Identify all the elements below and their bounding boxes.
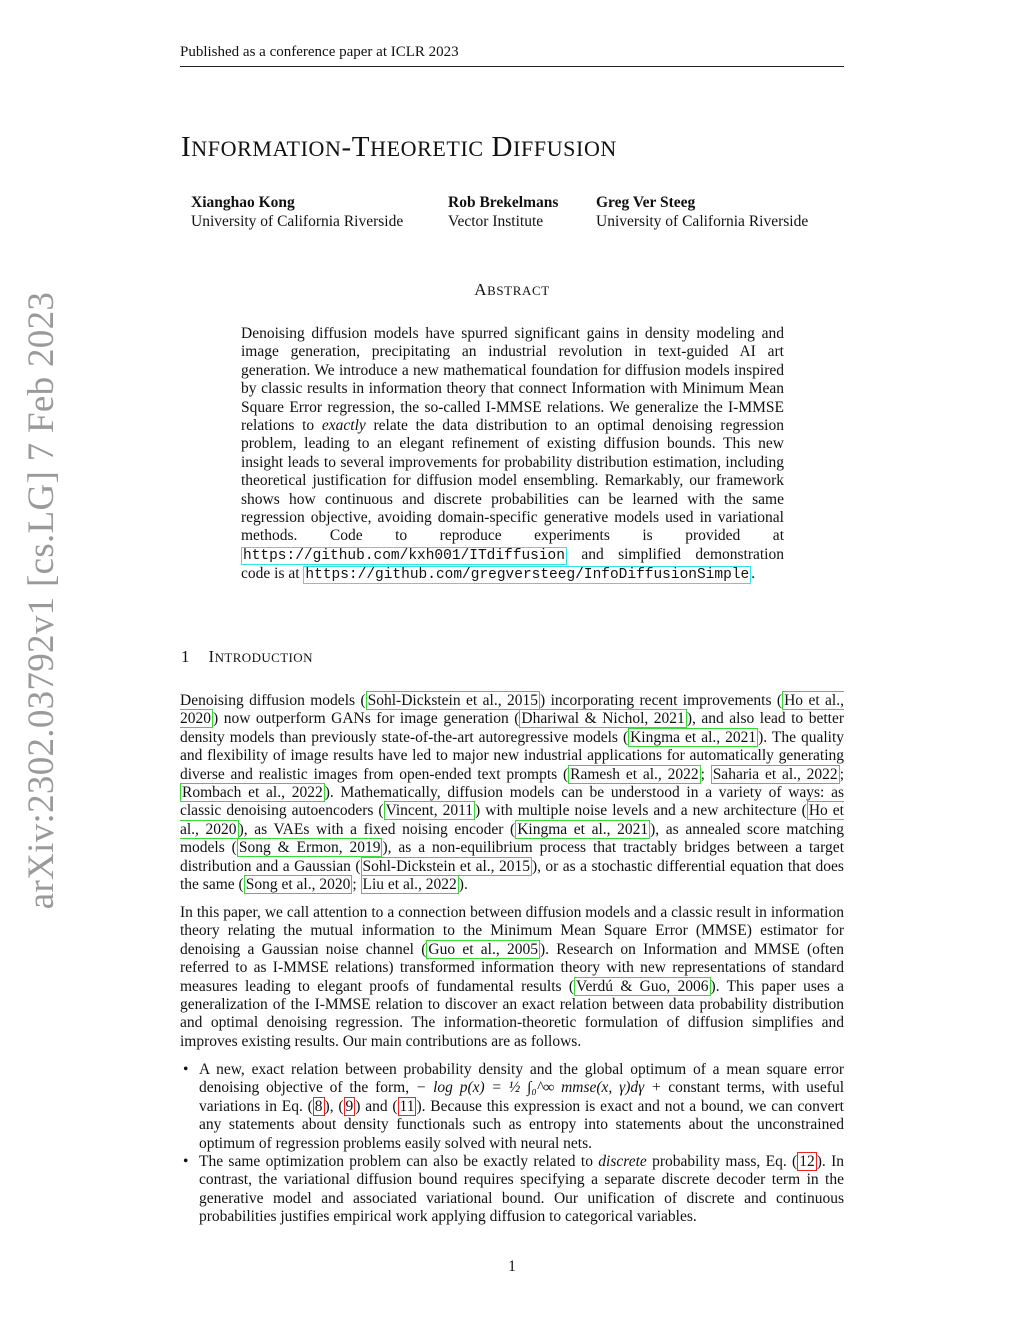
intro-paragraph: In this paper, we call attention to a connection between diffusion models and a classic result in information theory relating the mutual information to the Minimum Mean Square Error (MMSE) estimator for denoising a Gaussian noise channel ( Guo et al., 2005 ). Research on Information and MMSE (often referred to as I-MMSE relations) transformed information theory with new representations of standard measures leading to elegant proofs of fundamental results ( Verdú & Guo, 2006 ). This paper uses a generalization of the I-MMSE relation to discover an exact relation between data probability distribution and optimal denoising regression. The information-theoretic formulation of diffusion simplifies and improves existing results. Our main contributions are as follows. (180, 904, 845, 1050)
list-item: • The same optimization problem can also be exactly related to discrete probability mass, Eq. ( 12 ). In contrast, the variational diffusion bound requires specifying a separate discrete decoder term in the generative model and associated variational bound. Our unification of discrete and continuous probabilities justifies empirical work applying diffusion to categorical variables. (183, 1153, 844, 1226)
author-affiliation: University of California Riverside (191, 213, 404, 230)
intro-paragraph: Denoising diffusion models ( Sohl-Dickstein et al., 2015 ) incorporating recent improvements ( Ho et al., 2020 ) now outperform GANs for image generation ( Dhariwal & Nichol, 2021 ), and also lead to better density models than previously state-of-the-art autoregressive models ( Kingma et al., 2021 ). The quality and flexibility of image results have led to major new industrial applications for automatically generating diverse and realistic images from open-ended text prompts ( Ramesh et al., 2022 ; Saharia et al., 2022 ; Rombach et al., 2022 ). Mathematically, diffusion models can be understood in a variety of ways: as classic denoising autoencoders ( Vincent, 2011 ) with multiple noise levels and a new architecture ( Ho et al., 2020 ), as VAEs with a fixed noising encoder ( Kingma et al., 2021 ), as annealed score matching models ( Song & Ermon, 2019 ), as a non-equilibrium process that tractably bridges between a target distribution and a Gaussian ( Sohl-Dickstein et al., 2015 ), or as a stochastic differential equation that does the same ( Song et al., 2020 ; Liu et al., 2022 ). (180, 692, 845, 894)
author-block (448, 193, 558, 231)
citation-link[interactable]: Ho et al., 2020 (180, 692, 844, 728)
equation-inline: − log p(x) = ½ ∫₀^∞ mmse(x, γ)dγ + (415, 1079, 662, 1097)
citation-link[interactable]: Sohl-Dickstein et al., 2015 (367, 692, 539, 709)
equation-ref-link[interactable]: 12 (799, 1153, 815, 1171)
citation-link[interactable]: Song & Ermon, 2019 (238, 839, 381, 857)
header-rule (180, 66, 844, 67)
author-name: Greg Ver Steeg (596, 194, 696, 211)
citation-link[interactable]: Saharia et al., 2022 (712, 765, 838, 783)
citation-link[interactable]: Ramesh et al., 2022 (570, 765, 699, 783)
arxiv-stamp (12, 240, 72, 960)
citation-link[interactable]: Verdú & Guo, 2006 (576, 977, 709, 995)
citation-link[interactable]: Kingma et al., 2021 (630, 728, 757, 746)
author-affiliation: Vector Institute (448, 213, 544, 230)
citation-link[interactable]: Guo et al., 2005 (428, 940, 538, 958)
bullet-marker: • (183, 1153, 189, 1171)
author-name: Xianghao Kong (191, 194, 295, 211)
author-name: Rob Brekelmans (448, 194, 559, 211)
equation-ref-link[interactable]: 8 (314, 1097, 323, 1115)
contributions-list (180, 1061, 844, 1227)
abstract-body: Denoising diffusion models have spurred significant gains in density modeling and image generation, precipitating an industrial revolution in text-guided AI art generation. We introduce a new mathematical foundation for diffusion models inspired by classic results in information theory that connect Information with Minimum Mean Square Error regression, the so-called I-MMSE relations. We generalize the I-MMSE relations to exactly relate the data distribution to an optimal denoising regression problem, leading to an elegant refinement of existing diffusion bounds. This new insight leads to several improvements for probability distribution estimation, including theoretical justification for diffusion model ensembling. Remarkably, our framework shows how continuous and discrete probabilities can be learned with the same regression objective, avoiding domain-specific generative models used in variational methods. Code to reproduce experiments is provided at https://github.com/kxh001/ITdiffusion and simplified demonstration code is at https://github.com/gregversteeg/InfoDiffusionSimple . (241, 325, 784, 584)
equation-ref-link[interactable]: 9 (345, 1097, 354, 1115)
citation-link[interactable]: Ho et al., 2020 (180, 802, 844, 838)
code-link[interactable]: https://github.com/kxh001/ITdiffusion (243, 547, 565, 564)
citation-link[interactable]: Vincent, 2011 (385, 802, 474, 820)
citation-link[interactable]: Sohl-Dickstein et al., 2015 (362, 857, 530, 875)
citation-link[interactable]: Dhariwal & Nichol, 2021 (521, 710, 685, 728)
list-item: • A new, exact relation between probability density and the global optimum of a mean square error denoising objective of the form, − log p(x) = ½ ∫₀^∞ mmse(x, γ)dγ + constant terms, with useful variations in Eq. ( 8 ), ( 9 ) and ( 11 ). Because this expression is exact and not a bound, we can convert any statements about density functionals such as entropy into statements about the unconstrained optimum of regression problems easily solved with neural nets. (183, 1061, 845, 1152)
demo-code-link[interactable]: https://github.com/gregversteeg/InfoDiffusionSimple (305, 567, 750, 584)
paper-title: INFORMATION-THEORETIC DIFFUSION (181, 131, 617, 163)
author-block (596, 193, 808, 231)
author-affiliation: University of California Riverside (596, 213, 809, 230)
citation-link[interactable]: Song et al., 2020 (245, 876, 351, 894)
citation-link[interactable]: Rombach et al., 2022 (182, 784, 323, 802)
equation-ref-link[interactable]: 11 (399, 1097, 415, 1115)
author-block (191, 193, 403, 231)
abstract-heading: ABSTRACT (474, 280, 550, 299)
section-heading-introduction: 1 INTRODUCTION (181, 647, 313, 666)
arxiv-stamp-text: arXiv:2302.03792v1 [cs.LG] 7 Feb 2023 (21, 291, 63, 909)
running-header: Published as a conference paper at ICLR 2023 (180, 44, 459, 60)
page-number: 1 (508, 1258, 516, 1275)
citation-link[interactable]: Liu et al., 2022 (362, 876, 457, 894)
bullet-marker: • (183, 1061, 189, 1078)
citation-link[interactable]: Kingma et al., 2021 (517, 820, 649, 838)
